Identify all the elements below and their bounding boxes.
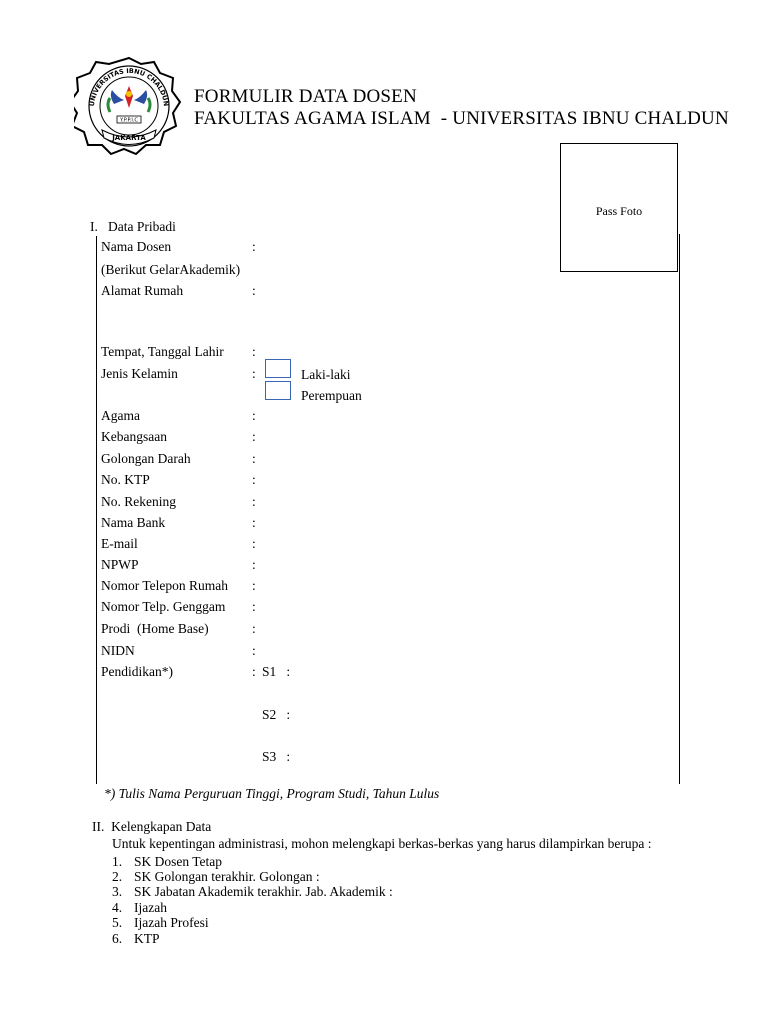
- list-item: SK Dosen Tetap: [134, 854, 223, 869]
- colon: :: [252, 599, 256, 614]
- colon: :: [252, 429, 256, 444]
- logo-arc-text: UNIVERSITAS IBNU CHALDUN: [87, 66, 171, 107]
- option-perempuan: Perempuan: [301, 388, 362, 403]
- colon: :: [252, 283, 256, 298]
- colon: :: [252, 239, 256, 254]
- list-item: SK Jabatan Akademik terakhir. Jab. Akademik :: [134, 884, 393, 899]
- university-logo: [74, 56, 184, 156]
- colon: :: [252, 557, 256, 572]
- option-laki-laki: Laki-laki: [301, 367, 351, 382]
- label-jenis-kelamin: Jenis Kelamin: [101, 366, 178, 381]
- colon: :: [252, 515, 256, 530]
- section-1-heading: I. Data Pribadi: [90, 219, 176, 234]
- colon: :: [252, 643, 256, 658]
- checkbox-laki-laki[interactable]: [265, 359, 291, 378]
- list-item-number: 6.: [112, 931, 123, 946]
- section-2-heading: II. Kelengkapan Data: [92, 819, 212, 834]
- education-s3: S3 :: [262, 749, 291, 764]
- list-item-number: 1.: [112, 854, 123, 869]
- colon: :: [252, 621, 256, 636]
- label-email: E-mail: [101, 536, 138, 551]
- colon: :: [252, 578, 256, 593]
- logo-city-text: JAKARTA: [112, 134, 146, 142]
- label-no-rekening: No. Rekening: [101, 494, 176, 509]
- section-2-intro: Untuk kepentingan administrasi, mohon melengkapi berkas-berkas yang harus dilampirkan berupa :: [112, 836, 652, 851]
- colon: :: [252, 344, 256, 359]
- list-item-number: 4.: [112, 900, 123, 915]
- label-nama-dosen: Nama Dosen: [101, 239, 172, 254]
- label-prodi-home-base: Prodi (Home Base): [101, 621, 209, 636]
- list-item: Ijazah: [134, 900, 167, 915]
- logo-foundation-text: Y.P.P.I.C: [120, 117, 138, 124]
- colon: :: [252, 536, 256, 551]
- photo-label: Pass Foto: [595, 204, 643, 218]
- label-pendidikan: Pendidikan*): [101, 664, 173, 679]
- colon: :: [252, 366, 256, 381]
- label-alamat-rumah: Alamat Rumah: [101, 283, 184, 298]
- education-s2: S2 :: [262, 707, 291, 722]
- label-nomor-telepon-rumah: Nomor Telepon Rumah: [101, 578, 229, 593]
- colon: :: [252, 408, 256, 423]
- photo-box[interactable]: [560, 143, 678, 272]
- label-npwp: NPWP: [101, 557, 139, 572]
- colon: :: [252, 472, 256, 487]
- colon: :: [252, 451, 256, 466]
- label-no-ktp: No. KTP: [101, 472, 150, 487]
- education-s1: S1 :: [262, 664, 291, 679]
- label-nidn: NIDN: [101, 643, 135, 658]
- label-nomor-telp-genggam: Nomor Telp. Genggam: [101, 599, 226, 614]
- education-footnote: *) Tulis Nama Perguruan Tinggi, Program Studi, Tahun Lulus: [104, 786, 440, 801]
- faculty-title: FAKULTAS AGAMA ISLAM - UNIVERSITAS IBNU CHALDUN: [194, 108, 729, 129]
- form-title: FORMULIR DATA DOSEN: [194, 86, 417, 107]
- label-nama-bank: Nama Bank: [101, 515, 166, 530]
- colon: :: [252, 664, 256, 679]
- frame-right-border: [679, 234, 680, 784]
- list-item: SK Golongan terakhir. Golongan :: [134, 869, 320, 884]
- label-kebangsaan: Kebangsaan: [101, 429, 167, 444]
- label-golongan-darah: Golongan Darah: [101, 451, 191, 466]
- list-item-number: 5.: [112, 915, 123, 930]
- label-agama: Agama: [101, 408, 140, 423]
- list-item-number: 2.: [112, 869, 123, 884]
- checkbox-perempuan[interactable]: [265, 381, 291, 400]
- frame-left-border: [96, 236, 97, 784]
- list-item: KTP: [134, 931, 160, 946]
- label-gelar-akademik: (Berikut GelarAkademik): [101, 262, 241, 277]
- list-item: Ijazah Profesi: [134, 915, 209, 930]
- list-item-number: 3.: [112, 884, 123, 899]
- colon: :: [252, 494, 256, 509]
- label-tempat-tanggal-lahir: Tempat, Tanggal Lahir: [101, 344, 224, 359]
